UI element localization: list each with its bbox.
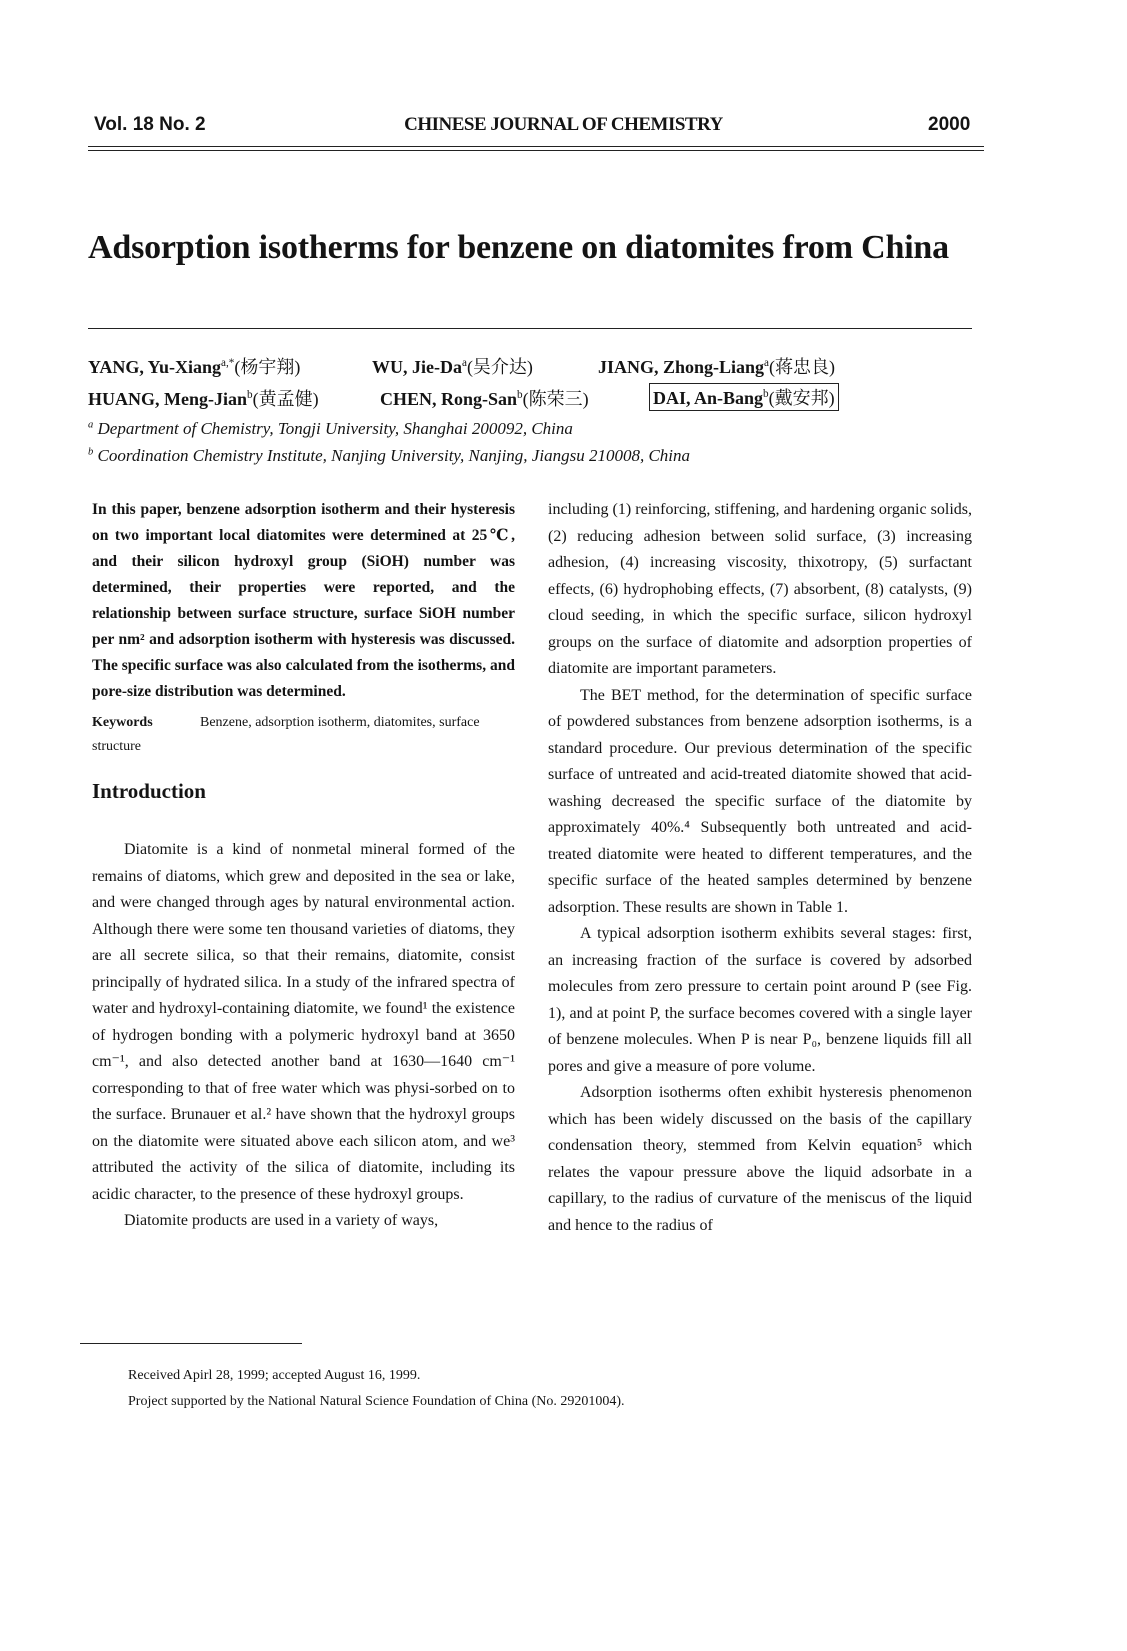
author-dai-name: DAI, An-Bang: [653, 388, 764, 408]
isotherm-paragraph: A typical adsorption isotherm exhibits several stages: first, an increasing fraction of the surface is covered by adsorbed molecules from zero pressure to certain point around P (see Fig. 1), and at point P, the surface becomes covered with a single layer of benzene molecules. When P is near P₀, benzene liquids fill all pores and give a measure of pore volume.: [548, 925, 972, 1075]
author-wu-chinese: (吴介达): [466, 357, 533, 377]
keywords-block: [92, 711, 515, 759]
author-yang: [88, 353, 300, 379]
author-yang-chinese: (杨宇翔): [234, 357, 301, 377]
affiliation-a-text: Department of Chemistry, Tongji University, Shanghai 200092, China: [97, 419, 573, 438]
affiliation-b-mark: b: [88, 446, 94, 458]
author-wu-mark: a: [461, 357, 467, 369]
affiliation-b: [88, 446, 690, 466]
title-rule: [88, 328, 972, 329]
author-chen-mark: b: [517, 389, 523, 401]
author-wu-name: WU, Jie-Da: [372, 357, 462, 377]
author-chen-name: CHEN, Rong-San: [380, 389, 518, 409]
intro-paragraph-2: Diatomite products are used in a variety of ways,: [124, 1212, 439, 1229]
author-yang-name: YANG, Yu-Xiang: [88, 357, 222, 377]
author-dai-boxed: [649, 383, 839, 411]
author-chen: [380, 385, 589, 411]
author-jiang-chinese: (蒋忠良): [769, 357, 835, 377]
right-column-body: [548, 497, 972, 1239]
paper-title: Adsorption isotherms for benzene on diatomites from China: [88, 229, 949, 266]
affiliation-a-mark: a: [88, 419, 94, 431]
abstract-text: In this paper, benzene adsorption isotherm and their hysteresis on two important local diatomites were determined at 25℃, and their silicon hydroxyl group (SiOH) number was determined, their properties were reported, and the relationship between surface structure, surface SiOH number per nm² and adsorption isotherm with hysteresis was discussed. The specific surface was also calculated from the isotherms, and pore-size distribution was determined.: [92, 501, 515, 700]
affiliation-a: [88, 419, 573, 439]
author-jiang-name: JIANG, Zhong-Liang: [598, 357, 765, 377]
author-jiang: [598, 353, 835, 379]
author-jiang-mark: a: [764, 357, 769, 369]
author-dai-mark: b: [763, 388, 769, 400]
intro-paragraph-1: Diatomite is a kind of nonmetal mineral formed of the remains of diatoms, which grew and deposited in the sea or lake, and were changed through ages by natural environmental action. Although there were some ten thousand varieties of diatoms, they are all secrete silica, so that their remains, diatomite, consist principally of hydrated silica. In a study of the infrared spectra of water and hydroxyl-containing diatomite, we found¹ the existence of hydrogen bonding with a polymeric hydroxyl band at 3650 cm⁻¹, and also detected another band at 1630—1640 cm⁻¹ corresponding to that of free water which was physi-sorbed on to the surface. Brunauer et al.² have shown that the hydroxyl groups on the diatomite were situated above each silicon atom, and we³ attributed the activity of the silica of diatomite, including its acidic character, to the presence of these hydroxyl groups.: [92, 841, 515, 1203]
uses-paragraph: including (1) reinforcing, stiffening, and hardening organic solids, (2) reducing adhesion between solid surface, (3) increasing adhesion, (4) increasing viscosity, thixotropy, (5) surfactant effects, (6) hydrophobing effects, (7) absorbent, (8) catalysts, (9) cloud seeding, in which the specific surface, silicon hydroxyl groups on the surface of diatomite and adsorption properties of diatomite are important parameters.: [548, 501, 972, 677]
funding-note: Project supported by the National Natural Science Foundation of China (No. 29201004).: [128, 1394, 625, 1409]
author-huang-name: HUANG, Meng-Jian: [88, 389, 247, 409]
author-wu: [372, 353, 533, 379]
year-label: 2000: [928, 114, 971, 135]
bet-paragraph: The BET method, for the determination of specific surface of powdered substances from benzene adsorption isotherms, is a standard procedure. Our previous determination of the specific surface of untreated and acid-treated diatomite showed that acid-washing decreased the specific surface of the diatomite by approximately 40%.⁴ Subsequently both untreated and acid-treated diatomite were heated to different temperatures, and the specific surface of the heated samples determined by benzene adsorption. These results are shown in Table 1.: [548, 686, 972, 916]
author-huang: [88, 385, 319, 411]
journal-name: CHINESE JOURNAL OF CHEMISTRY: [404, 114, 723, 135]
section-heading-introduction: Introduction: [92, 779, 206, 803]
hysteresis-paragraph: Adsorption isotherms often exhibit hysteresis phenomenon which has been widely discussed on the basis of the capillary condensation theory, stemmed from Kelvin equation⁵ which relates the vapour pressure above the liquid adsorbate in a capillary, to the radius of curvature of the meniscus of the liquid and hence to the radius of: [548, 1084, 972, 1234]
header-rule-bottom: [88, 150, 984, 151]
author-huang-chinese: (黄孟健): [252, 389, 319, 409]
keywords-label: Keywords: [92, 715, 153, 730]
author-chen-chinese: (陈荣三): [522, 389, 589, 409]
affiliation-b-text: Coordination Chemistry Institute, Nanjing University, Nanjing, Jiangsu 210008, China: [97, 446, 691, 465]
keywords-text: Benzene, adsorption isotherm, diatomites, surface structure: [92, 715, 480, 754]
left-column-body: [92, 837, 515, 1235]
author-dai-chinese: (戴安邦): [768, 388, 835, 408]
footnote-rule: [80, 1343, 302, 1344]
author-huang-mark: b: [247, 389, 253, 401]
author-yang-mark: a,*: [221, 357, 235, 369]
volume-label: Vol. 18 No. 2: [94, 114, 206, 135]
received-note: Received Apirl 28, 1999; accepted August 16, 1999.: [128, 1368, 421, 1383]
header-rule-top: [88, 146, 984, 147]
